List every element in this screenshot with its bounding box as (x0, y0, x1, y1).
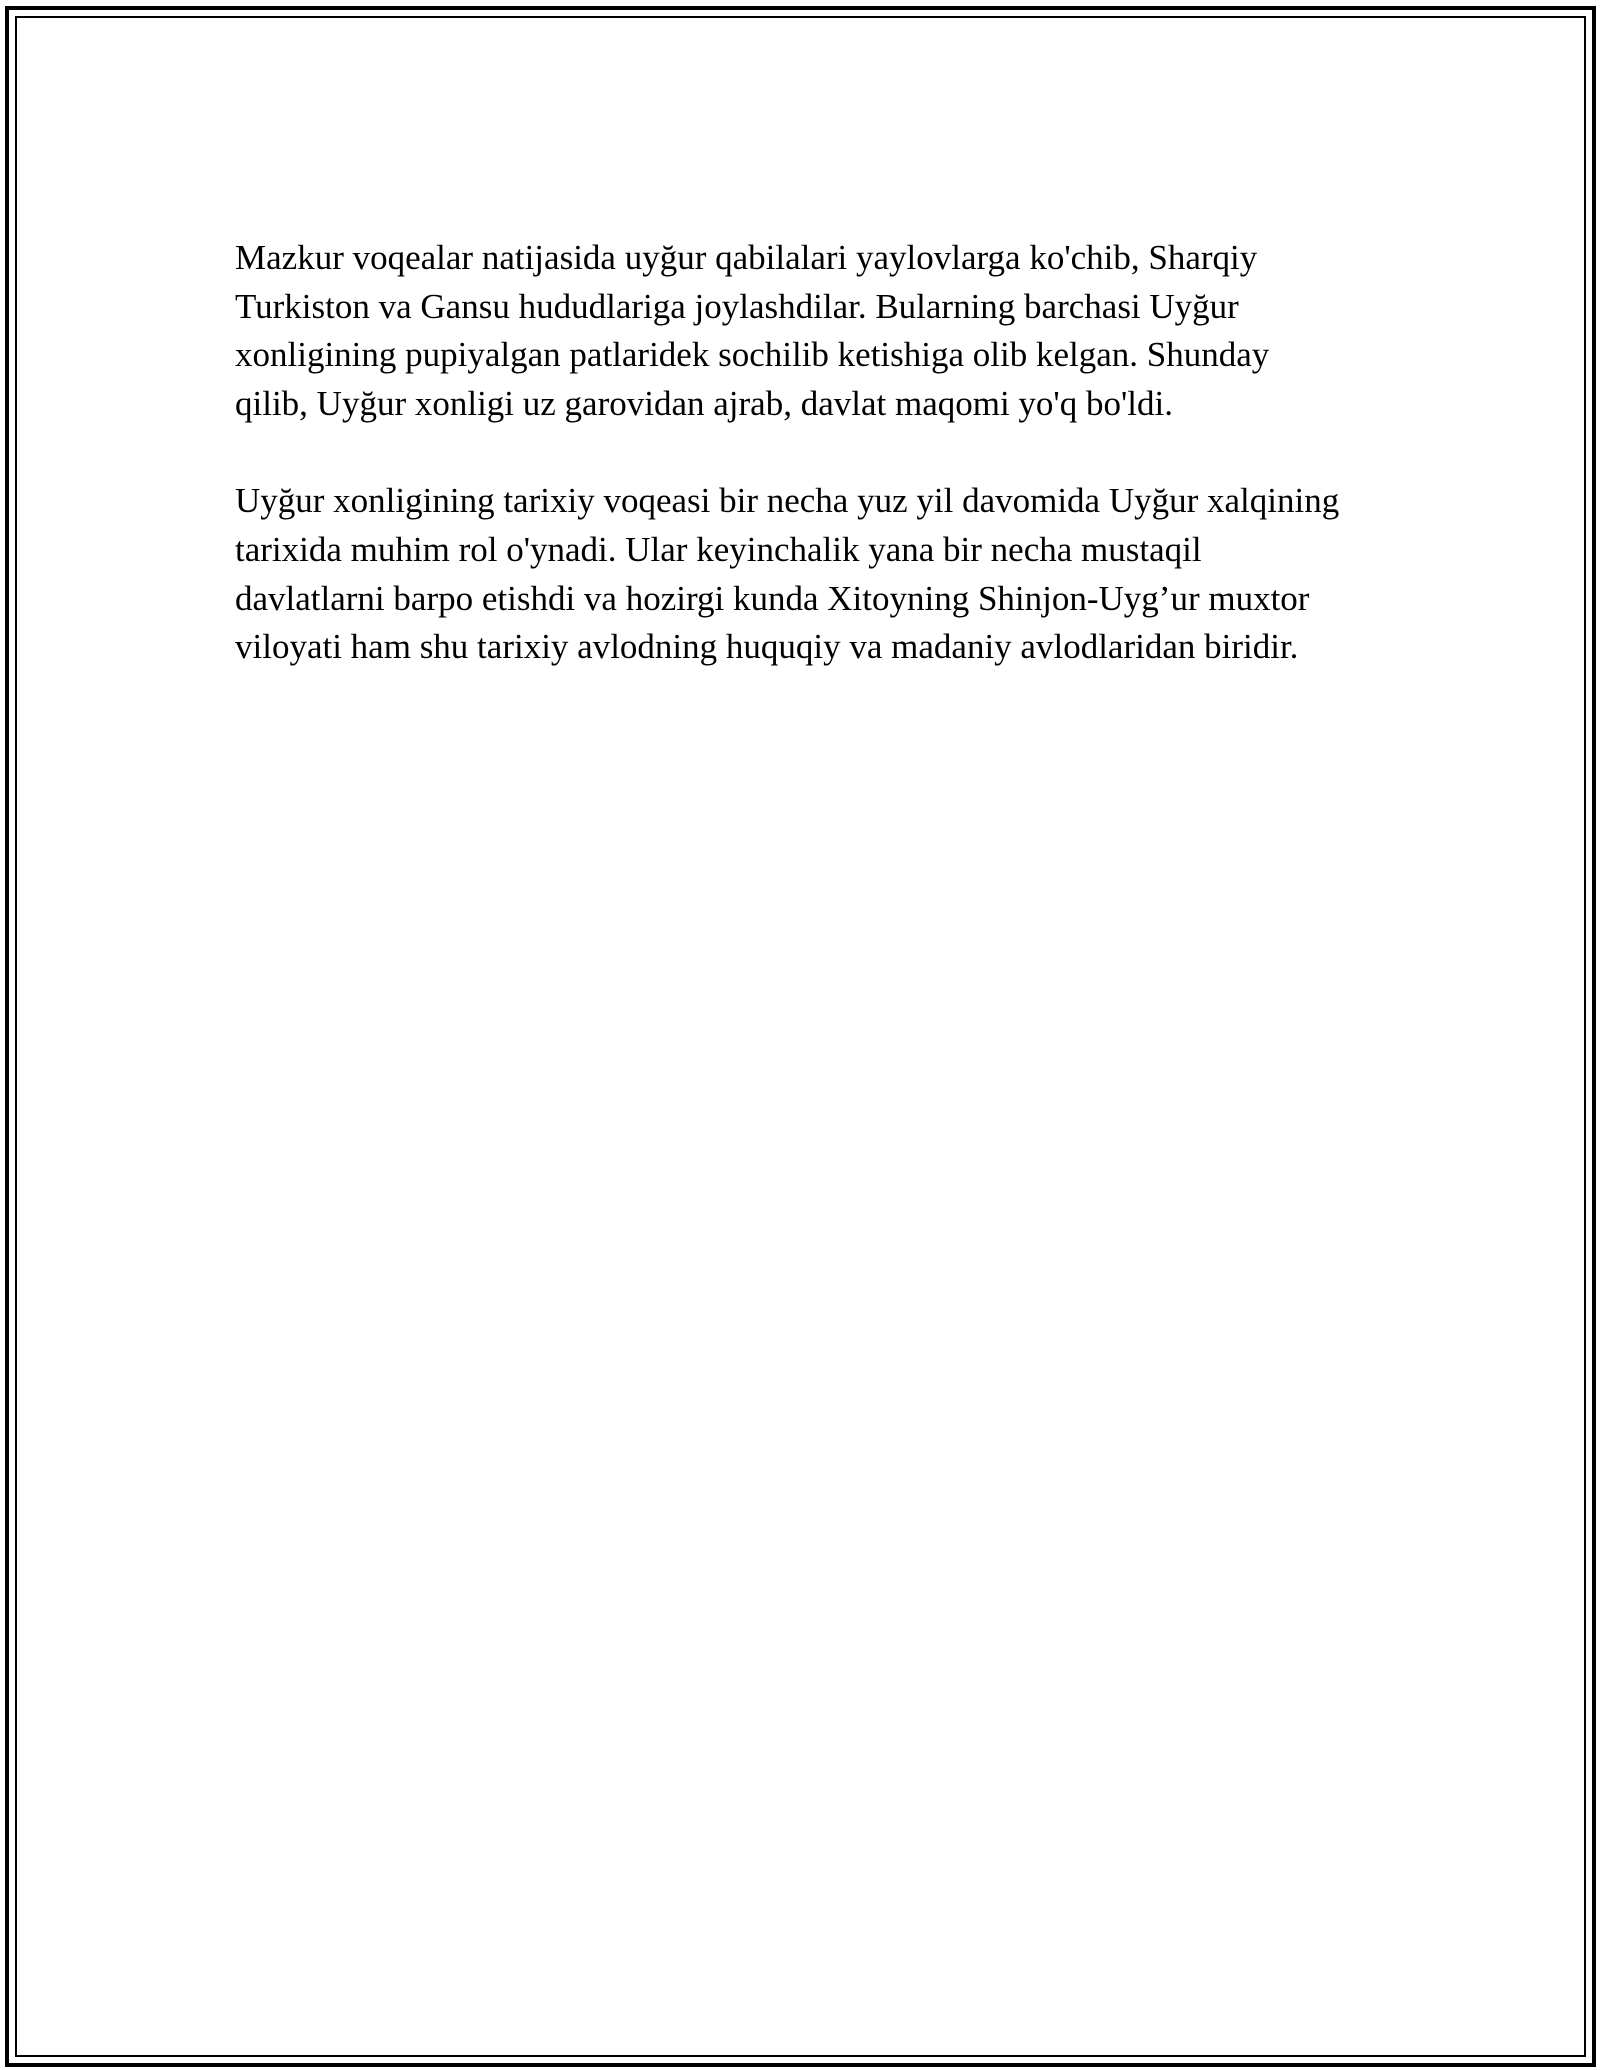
paragraph-2: Uyğur xonligining tarixiy voqeasi bir necha yuz yil davomida Uyğur xalqining tarixida muhim rol o'ynadi. Ular keyinchalik yana bir necha mustaqil davlatlarni barpo etishdi va hozirgi kunda Xitoyning Shinjon-Uyg’ur muxtor viloyati ham shu tarixiy avlodning huquqiy va madaniy avlodlaridan biridir. (235, 481, 1340, 667)
paragraph-1: Mazkur voqealar natijasida uyğur qabilalari yaylovlarga ko'chib, Sharqiy Turkiston va Gansu hududlariga joylashdilar. Bularning barchasi Uyğur xonligining pupiyalgan patlaridek sochilib ketishiga olib kelgan. Shunday qilib, Uyğur xonligi uz garovidan ajrab, davlat maqomi yo'q bo'ldi. (235, 238, 1270, 423)
document-body (235, 234, 1345, 721)
